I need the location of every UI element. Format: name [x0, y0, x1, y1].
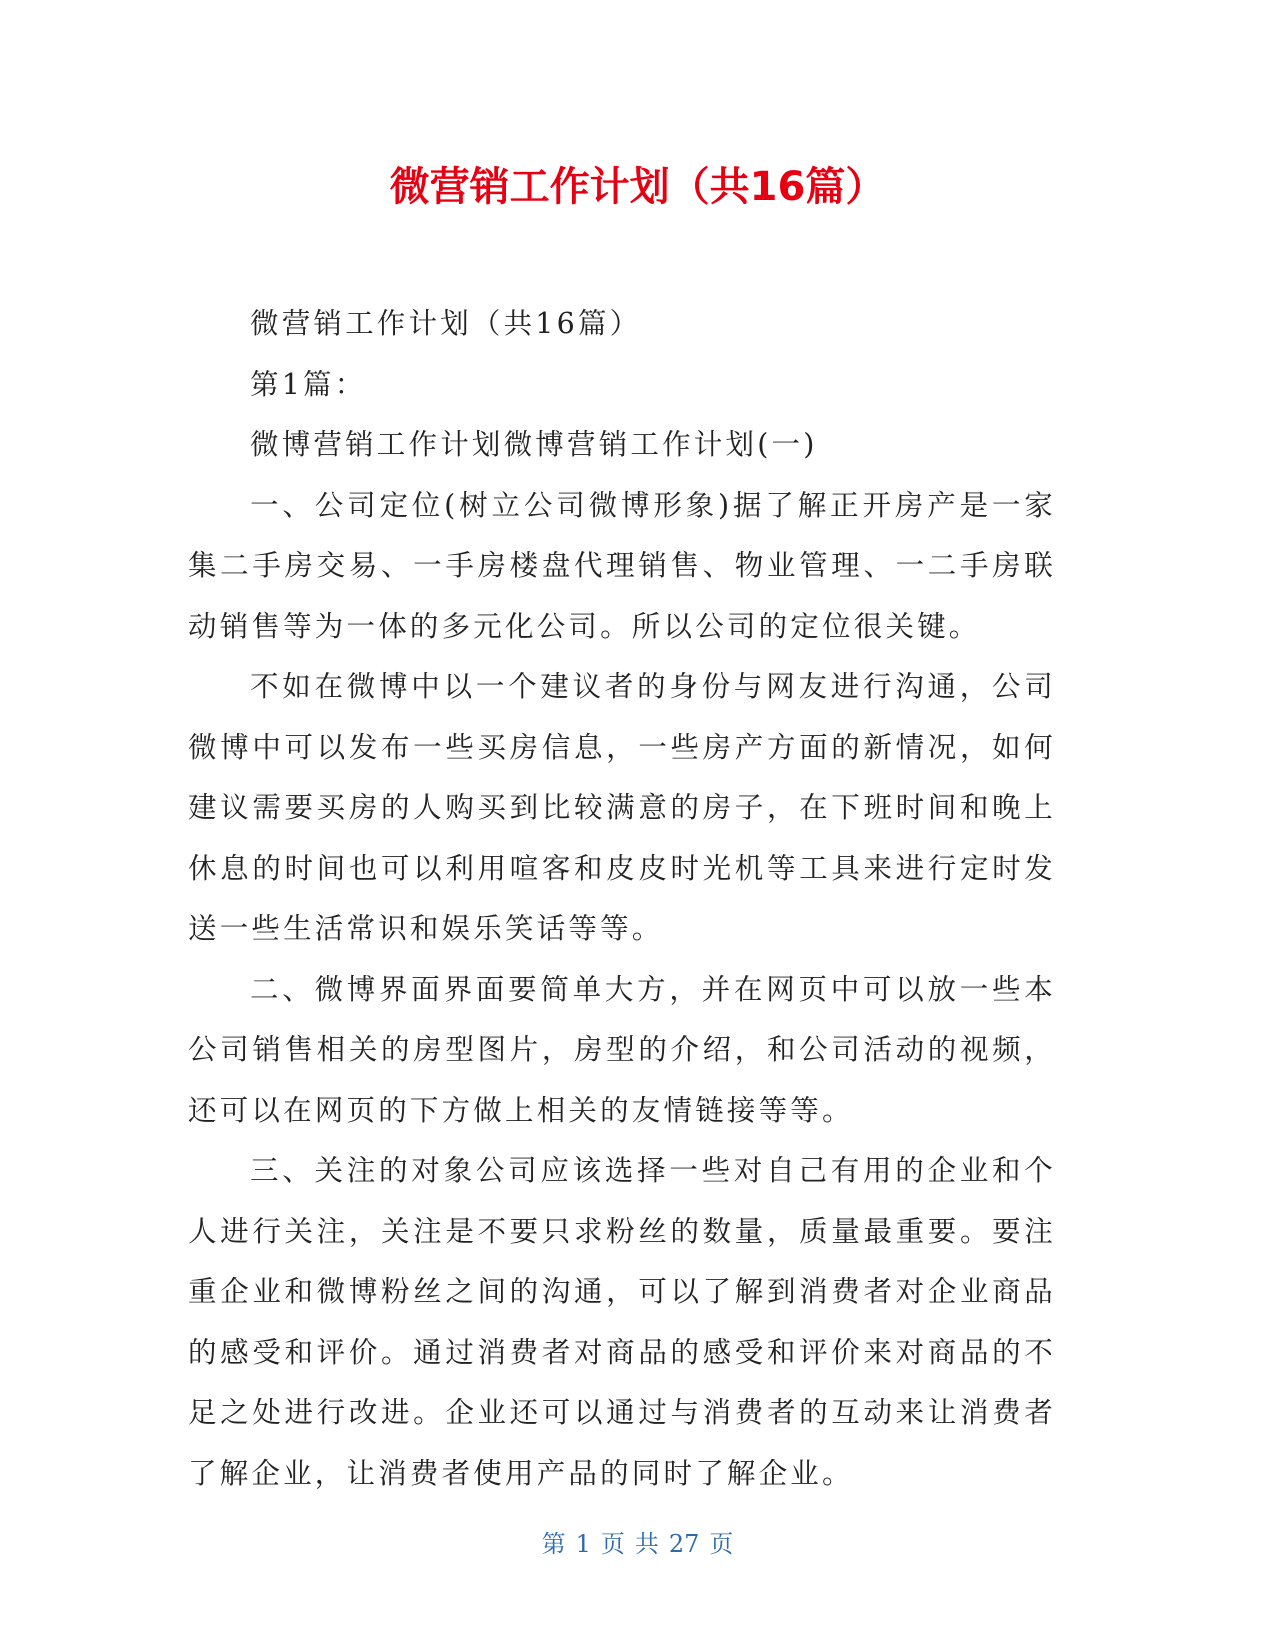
footer-label-total: 共	[634, 1530, 659, 1558]
paragraph-plan-heading: 微博营销工作计划微博营销工作计划(一)	[250, 428, 818, 461]
paragraph-company-positioning: 一、公司定位(树立公司微博形象)据了解正开房产是一家集二手房交易、一手房楼盘代理销售、物业管理、一二手房联动销售等为一体的多元化公司。所以公司的定位很关键。	[188, 488, 1056, 643]
page-number-footer	[0, 1528, 1275, 1560]
footer-current-page: 1	[575, 1530, 591, 1558]
document-body	[188, 294, 1056, 1504]
footer-label-end: 页	[709, 1530, 734, 1558]
paragraph-weibo-interface: 二、微博界面界面要简单大方，并在网页中可以放一些本公司销售相关的房型图片，房型的介绍，和公司活动的视频，还可以在网页的下方做上相关的友情链接等等。	[188, 972, 1056, 1127]
footer-total-pages: 27	[668, 1530, 700, 1558]
paragraph-subtitle: 微营销工作计划（共16篇）	[250, 307, 642, 340]
paragraph-follow-targets: 三、关注的对象公司应该选择一些对自己有用的企业和个人进行关注，关注是不要只求粉丝的数量，质量最重要。要注重企业和微博粉丝之间的沟通，可以了解到消费者对企业商品的感受和评价。通过消费者对商品的感受和评价来对商品的不足之处进行改进。企业还可以通过与消费者的互动来让消费者了解企业，让消费者使用产品的同时了解企业。	[188, 1154, 1056, 1490]
document-title: 微营销工作计划（共16篇）	[389, 164, 886, 210]
footer-label-page: 第	[541, 1530, 566, 1558]
paragraph-communication: 不如在微博中以一个建议者的身份与网友进行沟通，公司微博中可以发布一些买房信息，一些房产方面的新情况，如何建议需要买房的人购买到比较满意的房子，在下班时间和晚上休息的时间也可以利用喧客和皮皮时光机等工具来进行定时发送一些生活常识和娱乐笑话等等。	[188, 670, 1056, 945]
footer-label-of: 页	[600, 1530, 625, 1558]
paragraph-section-label: 第1篇：	[250, 367, 367, 401]
